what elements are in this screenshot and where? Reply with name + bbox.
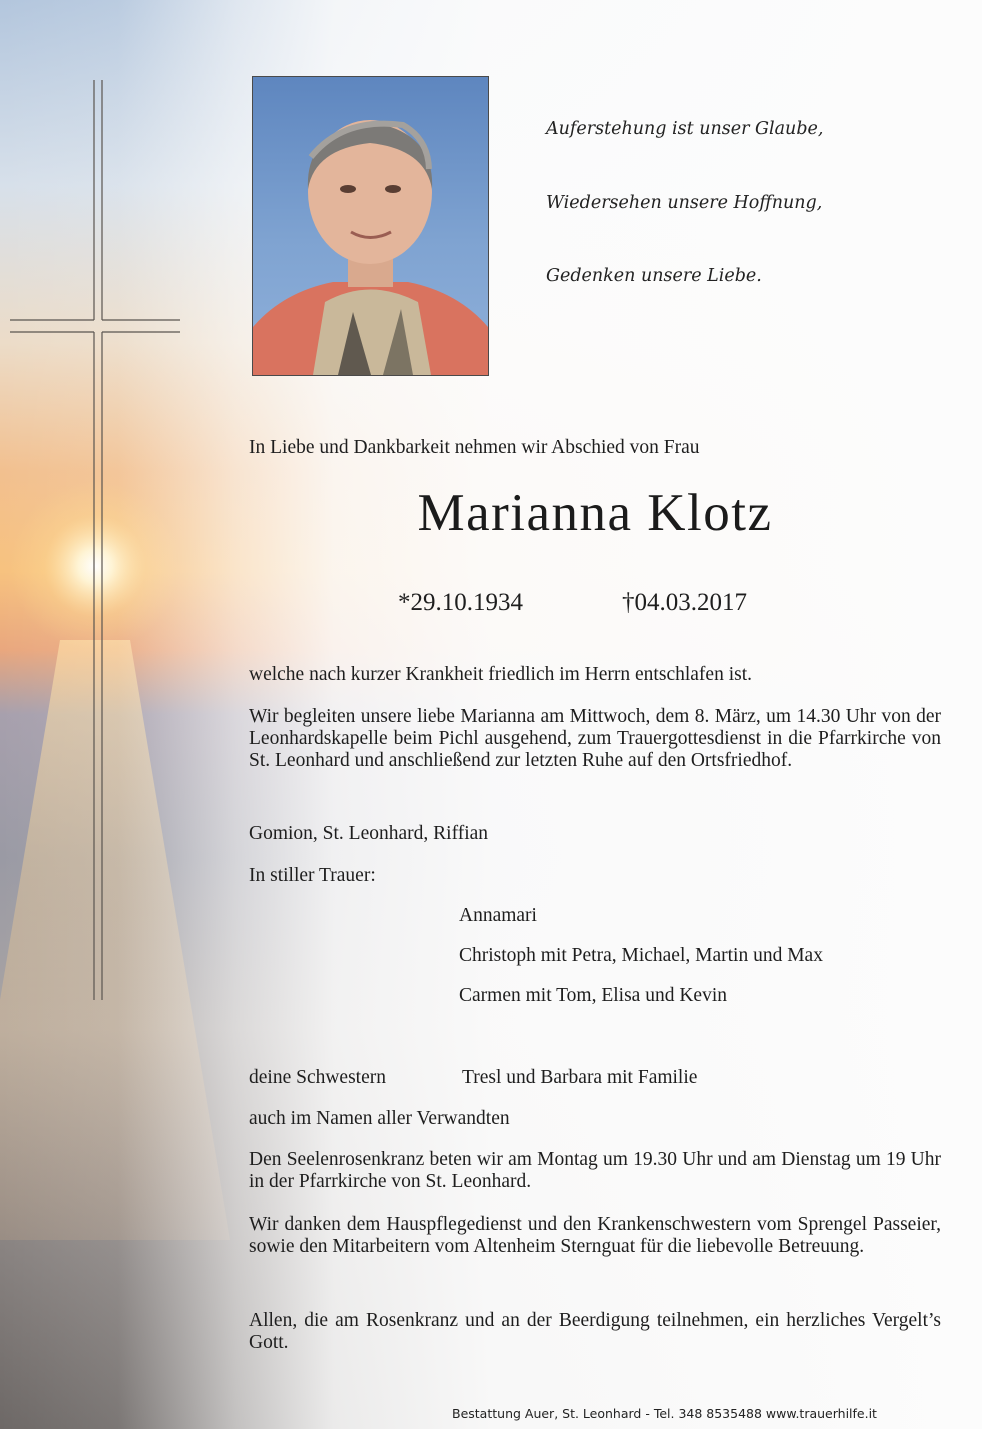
deceased-name: Marianna Klotz xyxy=(417,484,773,542)
motto-line-2: Wiedersehen unsere Hoffnung, xyxy=(546,193,823,213)
sisters-label: deine Schwestern xyxy=(249,1067,386,1088)
death-date: †04.03.2017 xyxy=(622,589,747,616)
thanks-paragraph: Wir danken dem Hauspflegedienst und den Krankenschwestern vom Sprengel Passeier, sowie den Mitarbeitern vom Altenheim Sternguat für die liebevolle Betreuung. xyxy=(249,1214,941,1257)
funeral-paragraph: Wir begleiten unsere liebe Marianna am Mittwoch, dem 8. März, um 14.30 Uhr von der Leonhardskapelle beim Pichl ausgehend, zum Trauergottesdienst in die Pfarrkirche von St. Leonhard und anschließend zur letzten Ruhe auf den Ortsfriedhof. xyxy=(249,706,941,771)
sisters-names: Tresl und Barbara mit Familie xyxy=(462,1067,698,1088)
funeral-home-footer: Bestattung Auer, St. Leonhard - Tel. 348 8535488 www.trauerhilfe.it xyxy=(452,1406,877,1421)
rosary-paragraph: Den Seelenrosenkranz beten wir am Montag um 19.30 Uhr und am Dienstag um 19 Uhr in der Pfarrkirche von St. Leonhard. xyxy=(249,1149,941,1192)
passed-text: welche nach kurzer Krankheit friedlich im Herrn entschlafen ist. xyxy=(249,664,752,685)
closing-paragraph: Allen, die am Rosenkranz und an der Beerdigung teilnehmen, ein herzliches Vergelt’s Gott. xyxy=(249,1310,941,1353)
mourner-line: Annamari xyxy=(459,905,537,926)
portrait-photo xyxy=(252,76,489,376)
mourning-intro: In stiller Trauer: xyxy=(249,865,376,886)
cross-icon xyxy=(0,0,200,1010)
intro-text: In Liebe und Dankbarkeit nehmen wir Abschied von Frau xyxy=(249,437,700,458)
motto-line-1: Auferstehung ist unser Glaube, xyxy=(546,119,824,139)
relatives-text: auch im Namen aller Verwandten xyxy=(249,1108,510,1129)
motto-line-3: Gedenken unsere Liebe. xyxy=(546,266,762,286)
birth-date: *29.10.1934 xyxy=(398,589,523,616)
mourner-line: Christoph mit Petra, Michael, Martin und Max xyxy=(459,945,823,966)
places-text: Gomion, St. Leonhard, Riffian xyxy=(249,823,489,844)
mourner-line: Carmen mit Tom, Elisa und Kevin xyxy=(459,985,727,1006)
